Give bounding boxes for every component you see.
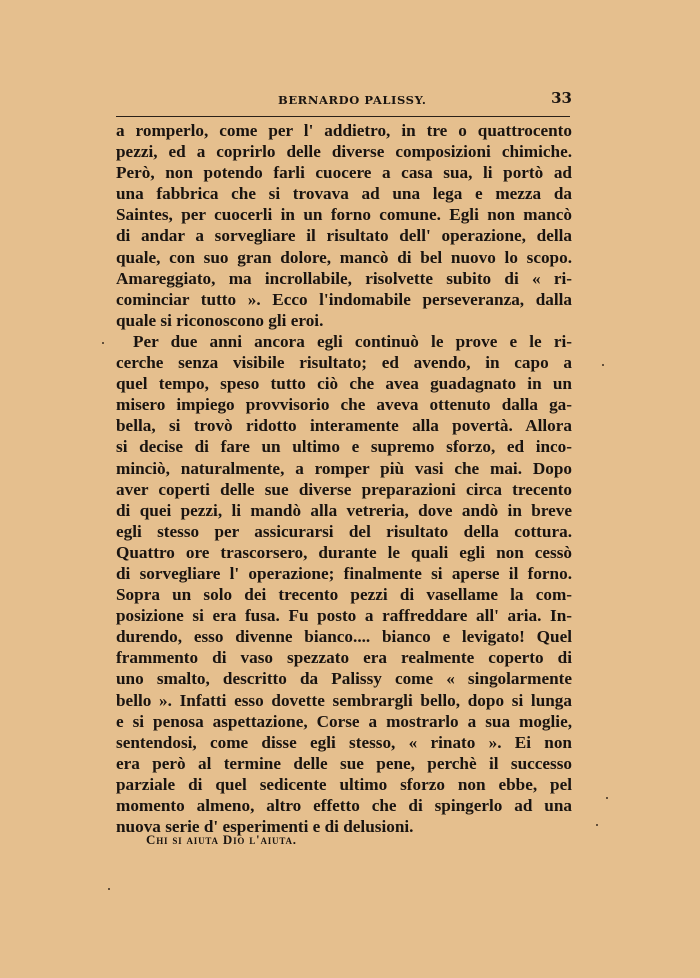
text-line: nuova serie d' esperimenti e di delusioni.: [116, 817, 414, 837]
text-line: minciò, naturalmente, a romper più vasi che mai. Dopo: [116, 458, 572, 478]
text-line: egli stesso per assicurarsi del risultato della cottura.: [116, 521, 572, 541]
text-line: e si penosa aspettazione, Corse a mostrarlo a sua moglie,: [116, 711, 572, 731]
text-line: uno smalto, descritto da Palissy come « singolarmente: [116, 669, 572, 689]
text-line: si decise di fare un ultimo e supremo sforzo, ed inco-: [116, 437, 572, 457]
text-line: cominciar tutto ». Ecco l'indomabile perseveranza, dalla: [116, 289, 572, 309]
text-line: aver coperti delle sue diverse preparazioni circa trecento: [116, 479, 572, 499]
header-rule: [116, 116, 570, 117]
text-line: sentendosi, come disse egli stesso, « rinato ». Ei non: [116, 732, 572, 752]
text-line: cerche senza visibile risultato; ed avendo, in capo a: [116, 353, 572, 373]
print-speck: [108, 888, 110, 890]
print-speck: [602, 364, 604, 366]
text-line: bello ». Infatti esso dovette sembrargli bello, dopo si lunga: [116, 690, 572, 710]
text-line: Per due anni ancora egli continuò le prove e le ri-: [133, 331, 572, 351]
closing-heading: Chi si aiuta Dio l'aiuta.: [146, 832, 297, 847]
running-head: [116, 88, 572, 112]
print-speck: [596, 824, 598, 826]
text-line: quel tempo, speso tutto ciò che avea guadagnato in un: [116, 374, 572, 394]
text-line: era però al termine delle sue pene, perchè il successo: [116, 753, 572, 773]
text-line: Saintes, per cuocerli in un forno comune. Egli non mancò: [116, 205, 572, 225]
running-title: BERNARDO PALISSY.: [278, 93, 427, 107]
print-speck: [606, 797, 608, 799]
text-line: durendo, esso divenne bianco.... bianco e levigato! Quel: [116, 627, 572, 647]
text-line: quale, con suo gran dolore, mancò di bel nuovo lo scopo.: [116, 247, 572, 267]
text-line: frammento di vaso spezzato era realmente coperto di: [116, 648, 572, 668]
text-line: Quattro ore trascorsero, durante le quali egli non cessò: [116, 542, 572, 562]
text-line: pezzi, ed a coprirlo delle diverse composizioni chimiche.: [116, 142, 572, 162]
body-text: [116, 120, 572, 837]
text-line: posizione si era fusa. Fu posto a raffreddare all' aria. In-: [116, 606, 572, 626]
print-speck: [102, 342, 104, 344]
text-line: misero impiego provvisorio che aveva ottenuto dalla ga-: [116, 395, 572, 415]
text-line: Però, non potendo farli cuocere a casa sua, li portò ad: [116, 163, 572, 183]
text-line: Sopra un solo dei trecento pezzi di vasellame la com-: [116, 585, 572, 605]
text-line: momento almeno, altro effetto che di spingerlo ad una: [116, 796, 572, 815]
text-line: Amareggiato, ma incrollabile, risolvette subito di « ri-: [116, 268, 572, 288]
text-line: a romperlo, come per l' addietro, in tre o quattrocento: [116, 121, 572, 140]
text-line: bella, si trovò ridotto interamente alla povertà. Allora: [116, 416, 572, 436]
text-line: di sorvegliare l' operazione; finalmente si aperse il forno.: [116, 563, 572, 583]
text-line: parziale di quel sedicente ultimo sforzo non ebbe, pel: [116, 774, 572, 794]
text-line: di quei pezzi, li mandò alla vetreria, dove andò in breve: [116, 500, 572, 520]
text-line: una fabbrica che si trovava ad una lega e mezza da: [116, 184, 572, 204]
text-line: quale si riconoscono gli eroi.: [116, 310, 324, 330]
page-number: 33: [551, 89, 572, 107]
text-line: di andar a sorvegliare il risultato dell' operazione, della: [116, 226, 572, 246]
